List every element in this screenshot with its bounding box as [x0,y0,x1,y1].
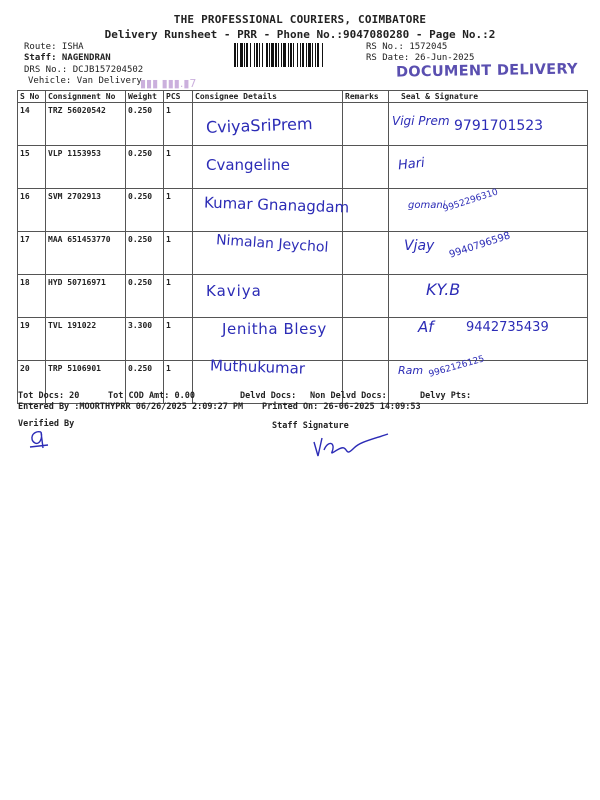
cell-consignment: TVL 191022 [46,318,126,361]
cell-sno: 19 [18,318,46,361]
handwritten-consignee: Cvangeline [206,156,290,174]
cell-weight: 0.250 [126,232,164,275]
cell-remarks [343,232,389,275]
handwritten-phone: 9952296310 [441,187,500,215]
cell-consignment: VLP 1153953 [46,146,126,189]
col-weight: Weight [126,91,164,103]
handwritten-consignee: Kumar Gnanagdam [203,193,350,217]
table-row [18,146,588,189]
handwritten-signature: Vjay [404,238,435,254]
col-remarks: Remarks [343,91,389,103]
staff-signature-label: Staff Signature [272,421,349,431]
cell-consignment: HYD 50716971 [46,275,126,318]
col-sno: S No [18,91,46,103]
ink-smudge: ▮▮▮ ▮▮▮.▮7 [140,77,197,90]
cell-remarks [343,103,389,146]
handwritten-consignee: Jenitha Blesy [222,320,327,338]
cell-weight: 3.300 [126,318,164,361]
cell-signature [389,275,588,318]
handwritten-signature: KY.B [426,280,461,299]
total-cod-amount: Tot COD Amt: 0.00 [108,391,195,401]
handwritten-phone: 9940796598 [447,230,512,261]
vehicle-label: Vehicle: Van Delivery [28,76,142,86]
entered-by: Entered By :MOORTHYPRR 06/26/2025 2:09:27 PM [18,402,244,412]
document-delivery-stamp: DOCUMENT DELIVERY [395,61,579,81]
cell-pcs: 1 [164,232,193,275]
total-docs: Tot Docs: 20 [18,391,80,401]
col-consignee: Consignee Details [193,91,343,103]
cell-pcs: 1 [164,103,193,146]
cell-sno: 20 [18,361,46,404]
table-row [18,275,588,318]
cell-remarks [343,189,389,232]
handwritten-signature: Vigi Prem [392,114,450,128]
cell-pcs: 1 [164,146,193,189]
cell-weight: 0.250 [126,189,164,232]
cell-sno: 18 [18,275,46,318]
cell-pcs: 1 [164,275,193,318]
cell-consignment: TRZ 56020542 [46,103,126,146]
delivered-docs: Delvd Docs: [240,391,297,401]
cell-consignment: SVM 2702913 [46,189,126,232]
staff-signature-mark [310,432,392,460]
staff-label: Staff: NAGENDRAN [24,53,111,63]
printed-on: Printed On: 26-06-2025 14:09:53 [262,402,421,412]
verified-by-label: Verified By [18,419,75,429]
delivery-points: Delvy Pts: [420,391,472,401]
rs-number: RS No.: 1572045 [366,42,448,52]
cell-remarks [343,275,389,318]
handwritten-signature: gomani [408,200,446,211]
company-title: THE PROFESSIONAL COURIERS, COIMBATORE [173,13,427,26]
cell-consignment: TRP 5106901 [46,361,126,404]
col-pcs: PCS [164,91,193,103]
cell-remarks [343,146,389,189]
handwritten-signature: Ram [398,364,424,377]
col-signature: Seal & Signature [389,91,588,103]
handwritten-consignee: CviyaSriPrem [205,114,313,137]
handwritten-consignee: Nimalan Jeychol [215,232,329,256]
cell-pcs: 1 [164,361,193,404]
rs-date: RS Date: 26-Jun-2025 [366,53,475,63]
cell-sno: 17 [18,232,46,275]
cell-weight: 0.250 [126,275,164,318]
cell-sno: 14 [18,103,46,146]
verifier-signature-mark [26,428,52,450]
drs-number: DRS No.: DCJB157204502 [24,65,144,75]
cell-weight: 0.250 [126,146,164,189]
handwritten-phone: 9962126125 [427,354,486,380]
cell-pcs: 1 [164,318,193,361]
cell-pcs: 1 [164,189,193,232]
handwritten-phone: 9791701523 [454,118,544,134]
handwritten-consignee: Kaviya [206,282,262,300]
col-consignment: Consignment No [46,91,126,103]
handwritten-phone: 9442735439 [466,320,549,335]
cell-sno: 16 [18,189,46,232]
handwritten-consignee: Muthukumar [209,356,306,378]
handwritten-signature: Hari [397,155,426,174]
cell-sno: 15 [18,146,46,189]
barcode [234,43,360,67]
cell-consignment: MAA 651453770 [46,232,126,275]
cell-remarks [343,318,389,361]
cell-weight: 0.250 [126,361,164,404]
route-label: Route: ISHA [24,42,84,52]
runsheet-subtitle: Delivery Runsheet - PRR - Phone No.:9047080280 - Page No.:2 [104,28,496,41]
table-header-row [18,91,588,103]
cell-weight: 0.250 [126,103,164,146]
non-delivered-docs: Non Delvd Docs: [310,391,387,401]
handwritten-signature: Af [418,318,434,336]
